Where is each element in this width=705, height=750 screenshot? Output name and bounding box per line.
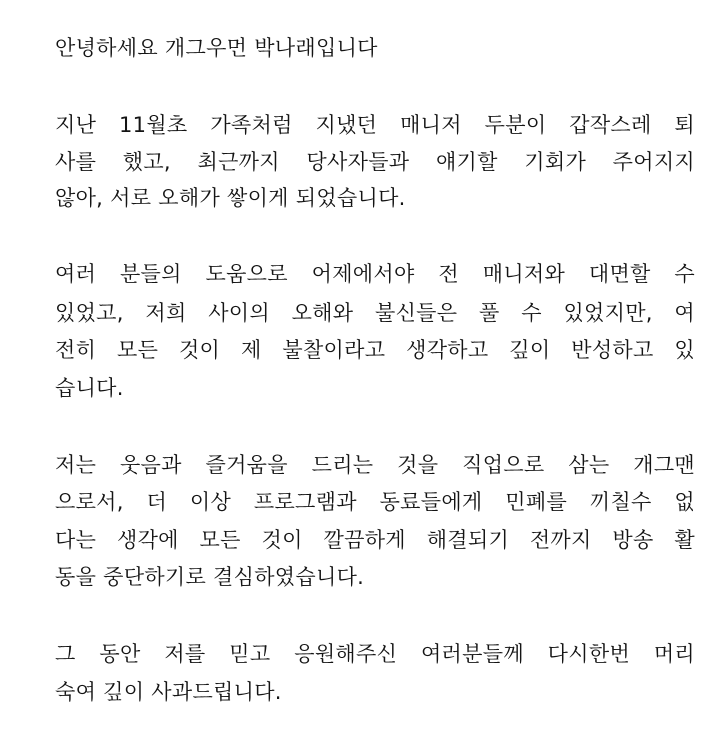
paragraph-2-line-4: 습니다.: [55, 376, 124, 400]
paragraph-2-line-2: 있었고, 저희 사이의 오해와 불신들은 풀 수 있었지만, 여: [55, 301, 695, 325]
paragraph-3-line-2: 으로서, 더 이상 프로그램과 동료들에게 민폐를 끼칠수 없: [55, 490, 695, 514]
paragraph-4-line-2: 숙여 깊이 사과드립니다.: [55, 680, 282, 704]
paragraph-2-line-3: 전히 모든 것이 제 불찰이라고 생각하고 깊이 반성하고 있: [55, 338, 695, 362]
paragraph-3-line-3: 다는 생각에 모든 것이 깔끔하게 해결되기 전까지 방송 활: [55, 528, 695, 552]
paragraph-3-line-4: 동을 중단하기로 결심하였습니다.: [55, 565, 365, 589]
paragraph-2-line-1: 여러 분들의 도움으로 어제에서야 전 매니저와 대면할 수: [55, 262, 695, 286]
paragraph-1-line-2: 사를 했고, 최근까지 당사자들과 얘기할 기회가 주어지지: [55, 150, 695, 174]
paragraph-1-line-1: 지난 11월초 가족처럼 지냈던 매니저 두분이 갑작스레 퇴: [55, 113, 695, 137]
paragraph-1-line-3: 않아, 서로 오해가 쌓이게 되었습니다.: [55, 186, 406, 210]
greeting-line: 안녕하세요 개그우먼 박나래입니다: [55, 36, 378, 60]
paragraph-4-line-1: 그 동안 저를 믿고 응원해주신 여러분들께 다시한번 머리: [55, 642, 695, 666]
paragraph-3-line-1: 저는 웃음과 즐거움을 드리는 것을 직업으로 삼는 개그맨: [55, 453, 695, 477]
